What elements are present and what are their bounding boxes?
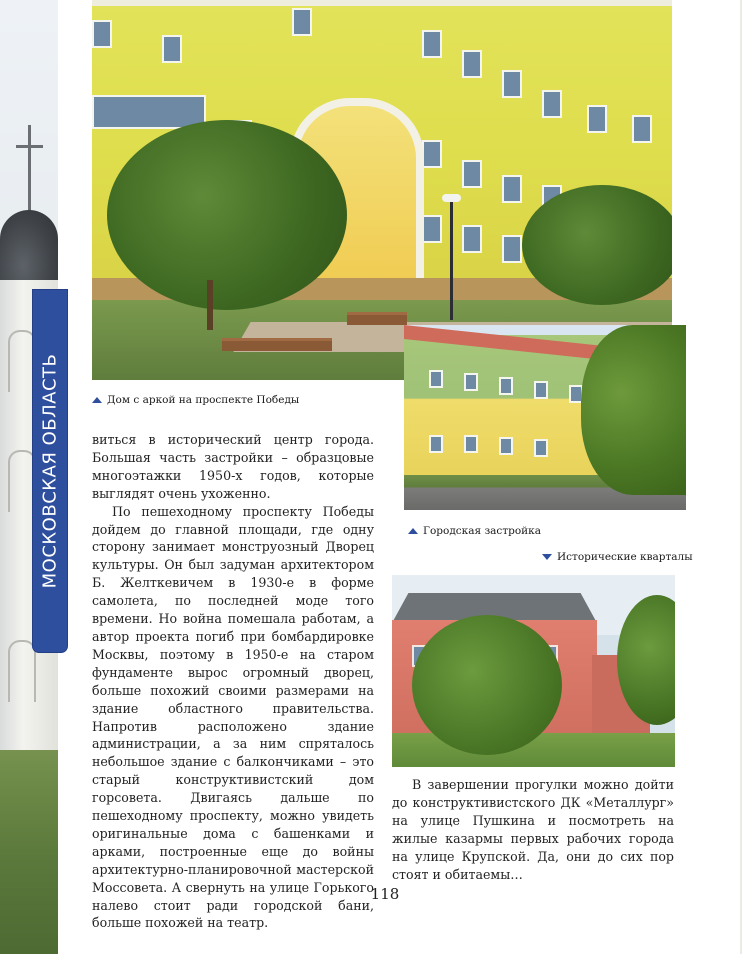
triangle-up-icon [408, 528, 418, 534]
cross-icon [28, 125, 31, 215]
photo-city-buildings [404, 325, 686, 510]
triangle-up-icon [92, 397, 102, 403]
region-label: МОСКОВСКАЯ ОБЛАСТЬ [39, 353, 61, 589]
right-text-column [392, 776, 674, 883]
page-number: 118 [370, 885, 400, 903]
region-tab [33, 290, 67, 652]
left-text-column [92, 431, 374, 932]
photo-historic-quarters [392, 575, 675, 767]
caption-main-photo: Дом с аркой на проспекте Победы [92, 394, 299, 406]
caption-bottom-photo: Исторические кварталы [542, 551, 693, 563]
paragraph: виться в исторический центр города. Большая часть застройки – образцовые многоэтажки 1950-х годов, которые выглядят очень ухоженно. [92, 432, 374, 501]
triangle-down-icon [542, 554, 552, 560]
caption-side-photo: Городская застройка [408, 525, 541, 537]
photo-house-with-arch [92, 0, 672, 380]
paragraph: В завершении прогулки можно дойти до конструктивистского ДК «Металлург» на улице Пушкина и посмотреть на жилые казармы первых рабочих города на улице Крупской. Да, они до сих пор стоят и обитаемы… [392, 777, 674, 882]
paragraph: По пешеходному проспекту Победы дойдем до главной площади, где одну сторону занимает монструозный Дворец культуры. Он был задуман архитектором Б. Желткевичем в 1930-е в форме самолета, по последней моде того времени. Но война помешала работам, а автор проекта погиб при бомбардировке Москвы, поэтому в 1950-е на старом фундаменте вырос огромный дворец, больше похожий своими размерами на здание областного правительства. Напротив расположено здание администрации, а за ним спряталось небольшое здание с балкончиками – это старый конструктивистский дом горсовета. Двигаясь дальше по пешеходному проспекту, можно увидеть оригинальные дома с башенками и арками, построенные еще до войны архитектурно-планировочной мастерской Моссовета. А свернуть на улице Горького налево стоит ради городской бани, больше похожей на театр. [92, 503, 374, 931]
